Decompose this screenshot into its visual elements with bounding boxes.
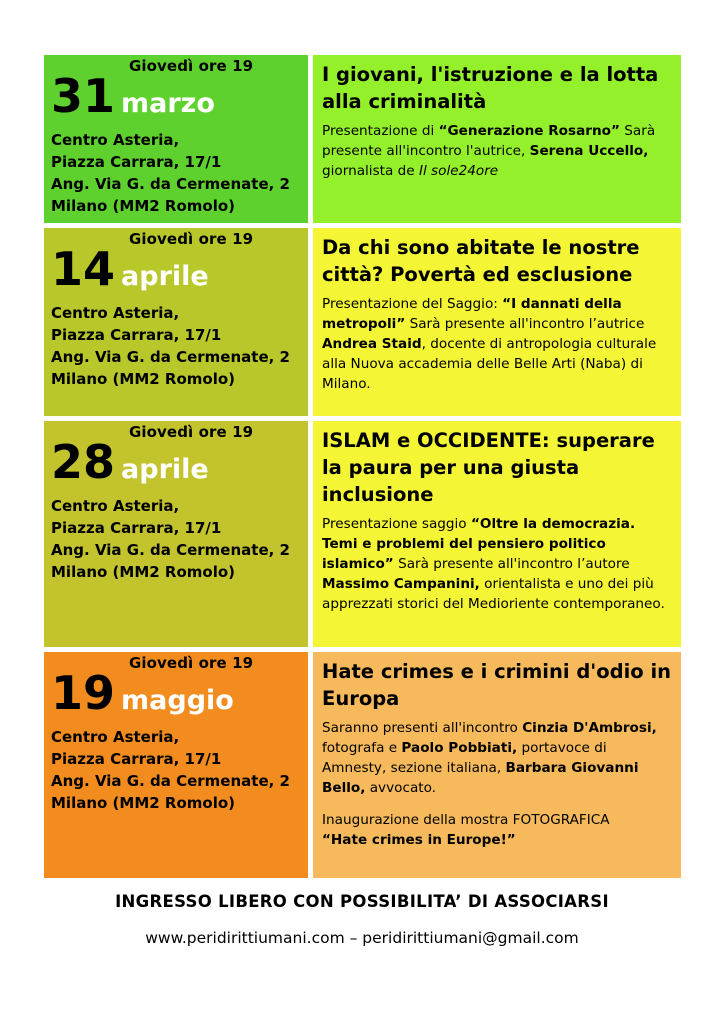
event-1-address bbox=[51, 129, 290, 217]
event-1-details bbox=[313, 55, 681, 223]
event-3-description bbox=[322, 514, 673, 614]
event-4-details bbox=[313, 652, 681, 878]
book-title: “Generazione Rosarno” bbox=[438, 123, 620, 139]
event-3-info bbox=[44, 421, 308, 647]
address-line: Ang. Via G. da Cermenate, 2 bbox=[51, 772, 290, 790]
address-line: Piazza Carrara, 17/1 bbox=[51, 153, 222, 171]
event-2-description bbox=[322, 294, 673, 394]
event-1-day: 31 bbox=[51, 69, 116, 123]
address-line: Milano (MM2 Romolo) bbox=[51, 197, 235, 215]
speaker-name: Andrea Staid bbox=[322, 336, 422, 352]
address-line: Ang. Via G. da Cermenate, 2 bbox=[51, 348, 290, 366]
speaker-name: Cinzia D'Ambrosi, bbox=[522, 720, 657, 736]
event-3-month: aprile bbox=[121, 454, 209, 485]
event-2-date bbox=[51, 242, 209, 296]
speaker-name: Paolo Pobbiati, bbox=[401, 740, 518, 756]
event-2-address bbox=[51, 302, 290, 390]
event-4-title: Hate crimes e i crimini d'odio in Europa bbox=[322, 660, 672, 710]
address-line: Milano (MM2 Romolo) bbox=[51, 563, 235, 581]
event-row-3 bbox=[44, 421, 681, 647]
address-line: Milano (MM2 Romolo) bbox=[51, 370, 235, 388]
address-line: Ang. Via G. da Cermenate, 2 bbox=[51, 175, 290, 193]
event-2-info bbox=[44, 228, 308, 416]
event-1-title: I giovani, l'istruzione e la lotta alla criminalità bbox=[322, 63, 659, 113]
event-2-details bbox=[313, 228, 681, 416]
events-table bbox=[44, 55, 681, 878]
event-row-1 bbox=[44, 55, 681, 223]
event-4-when: Giovedì ore 19 bbox=[129, 654, 254, 672]
text-span: Sarà presente all'incontro l’autrice bbox=[405, 316, 645, 332]
event-4-date bbox=[51, 666, 234, 720]
speaker-name: Barbara Giovanni Bello, bbox=[322, 760, 639, 796]
event-1-date bbox=[51, 69, 215, 123]
exhibition-title bbox=[322, 830, 673, 850]
text-span: giornalista de bbox=[322, 163, 419, 179]
contact-line: www.peridirittiumani.com – peridirittiumani@gmail.com bbox=[145, 929, 579, 947]
event-3-details bbox=[313, 421, 681, 647]
event-2-when: Giovedì ore 19 bbox=[129, 230, 254, 248]
event-4-info bbox=[44, 652, 308, 878]
text-span: avvocato. bbox=[365, 780, 436, 796]
event-1-info bbox=[44, 55, 308, 223]
text-span: Presentazione del Saggio: bbox=[322, 296, 503, 312]
event-2-day: 14 bbox=[51, 242, 116, 296]
address-line: Piazza Carrara, 17/1 bbox=[51, 519, 222, 537]
address-line: Centro Asteria, bbox=[51, 304, 180, 322]
event-3-day: 28 bbox=[51, 435, 116, 489]
text-span: Presentazione saggio bbox=[322, 516, 471, 532]
event-4-day: 19 bbox=[51, 666, 116, 720]
event-4-description bbox=[322, 718, 673, 850]
free-entry-notice: INGRESSO LIBERO CON POSSIBILITA’ DI ASSOCIARSI bbox=[115, 892, 609, 911]
event-3-address bbox=[51, 495, 290, 583]
speaker-name: Serena Uccello, bbox=[529, 143, 649, 159]
event-1-when: Giovedì ore 19 bbox=[129, 57, 254, 75]
text-span: fotografa e bbox=[322, 740, 402, 756]
text-span: Saranno presenti all'incontro bbox=[322, 720, 523, 736]
event-3-title: ISLAM e OCCIDENTE: superare la paura per una giusta inclusione bbox=[322, 429, 655, 506]
book-title: “I dannati della metropoli” bbox=[322, 296, 622, 332]
text-span: Sarà presente all'incontro l'autrice, bbox=[322, 123, 656, 159]
exhibition-line: Inaugurazione della mostra FOTOGRAFICA bbox=[322, 812, 610, 828]
event-1-month: marzo bbox=[121, 88, 215, 119]
event-3-date bbox=[51, 435, 209, 489]
book-title: “Oltre la democrazia. Temi e problemi del pensiero politico islamico” bbox=[322, 516, 636, 572]
address-line: Piazza Carrara, 17/1 bbox=[51, 326, 222, 344]
spacer bbox=[322, 798, 673, 810]
event-1-description bbox=[322, 121, 673, 181]
event-2-month: aprile bbox=[121, 261, 209, 292]
address-line: Centro Asteria, bbox=[51, 728, 180, 746]
address-line: Centro Asteria, bbox=[51, 497, 180, 515]
address-line: Milano (MM2 Romolo) bbox=[51, 794, 235, 812]
event-3-when: Giovedì ore 19 bbox=[129, 423, 254, 441]
event-row-2 bbox=[44, 228, 681, 416]
text-span: orientalista e uno dei più apprezzati storici del Medioriente contemporaneo. bbox=[322, 576, 665, 612]
address-line: Piazza Carrara, 17/1 bbox=[51, 750, 222, 768]
event-2-title: Da chi sono abitate le nostre città? Povertà ed esclusione bbox=[322, 236, 640, 286]
event-row-4 bbox=[44, 652, 681, 878]
speaker-name: Massimo Campanini, bbox=[322, 576, 480, 592]
text-span: portavoce di Amnesty, sezione italiana, bbox=[322, 740, 607, 776]
address-line: Ang. Via G. da Cermenate, 2 bbox=[51, 541, 290, 559]
event-4-month: maggio bbox=[121, 685, 234, 716]
text-span: Presentazione di bbox=[322, 123, 439, 139]
event-4-address bbox=[51, 726, 290, 814]
text-span: Sarà presente all'incontro l’autore bbox=[393, 556, 630, 572]
publication-name: Il sole24ore bbox=[418, 163, 499, 179]
exhibition-name: “Hate crimes in Europe!” bbox=[322, 832, 516, 848]
address-line: Centro Asteria, bbox=[51, 131, 180, 149]
text-span: , docente di antropologia culturale alla Nuova accademia delle Belle Arti (Naba) di Milano. bbox=[322, 336, 657, 392]
